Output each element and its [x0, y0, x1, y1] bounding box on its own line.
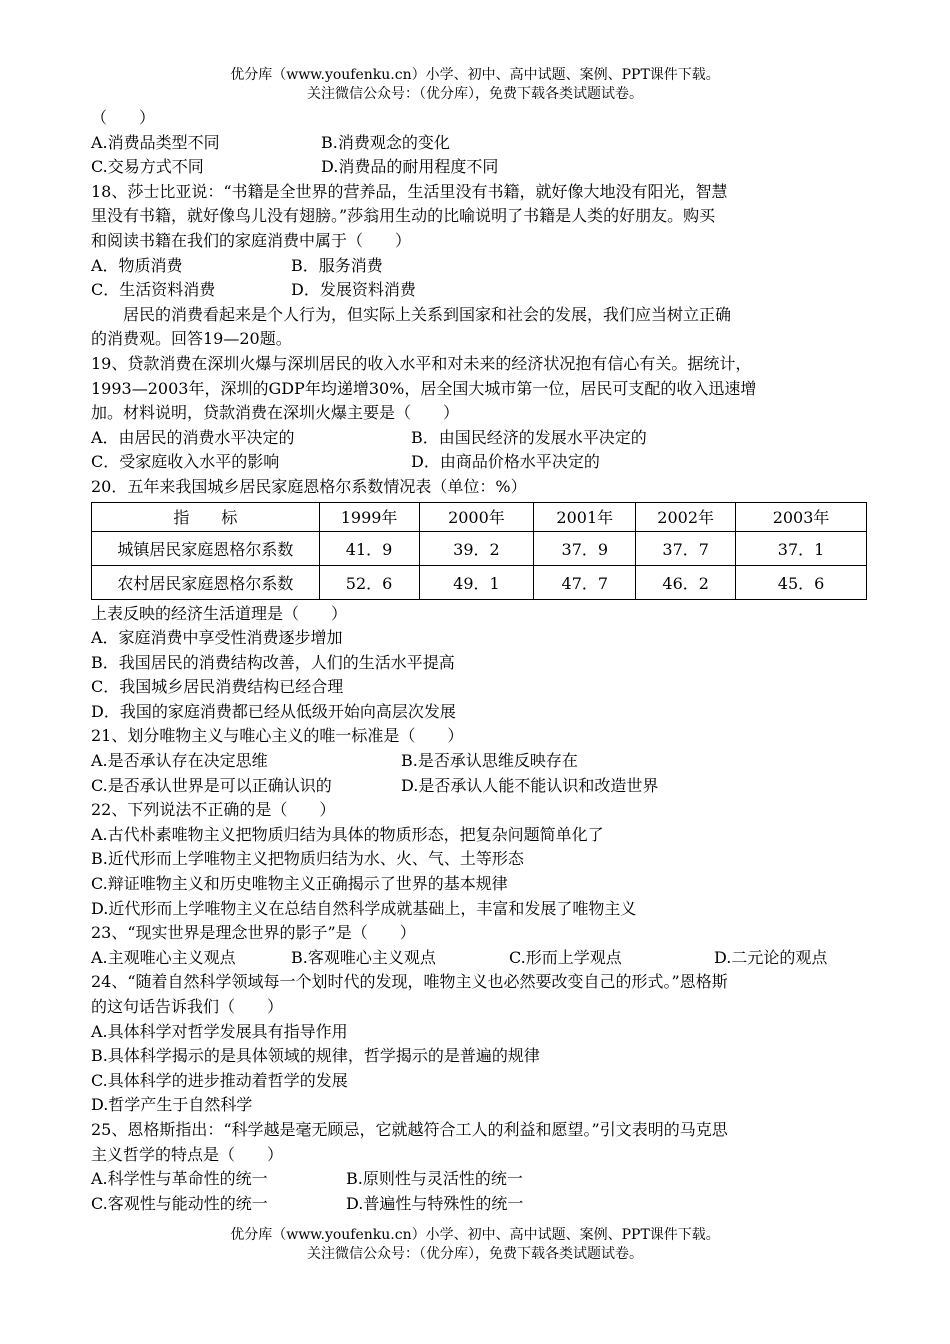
table-cell: 47．7: [534, 565, 636, 599]
q18-option-a: A．物质消费: [91, 255, 183, 275]
q24-option-d: D.哲学产生于自然科学: [91, 1095, 253, 1115]
q23-option-a: A.主观唯心主义观点: [91, 947, 236, 967]
q17-option-d: D.消费品的耐用程度不同: [321, 157, 499, 177]
q19-option-d: D．由商品价格水平决定的: [411, 452, 600, 472]
q19-options-row-1: [91, 426, 867, 451]
table-cell: 37．1: [736, 531, 867, 565]
table-header-cell: 1999年: [319, 502, 419, 531]
q19-option-a: A．由居民的消费水平决定的: [91, 427, 295, 447]
q17-option-b: B.消费观念的变化: [321, 132, 450, 152]
q17-options-row-1: [91, 131, 867, 156]
q25-option-d: D.普遍性与特殊性的统一: [346, 1193, 524, 1213]
q25-stem-line-1: 25、恩格斯指出：“科学越是毫无顾忌，它就越符合工人的利益和愿望。”引文表明的马克思: [91, 1119, 728, 1139]
table-cell: 37．9: [534, 531, 636, 565]
q17-options-row-2: [91, 155, 867, 180]
intro-line-1: 居民的消费看起来是个人行为，但实际上关系到国家和社会的发展，我们应当树立正确: [123, 304, 732, 324]
table-cell: 农村居民家庭恩格尔系数: [92, 565, 320, 599]
q21-options-row-2: [91, 774, 867, 799]
q20-question: 上表反映的经济生活道理是（ ）: [91, 603, 348, 623]
q18-options-row-2: [91, 278, 867, 303]
q17-option-c: C.交易方式不同: [91, 157, 204, 177]
q18-option-c: C．生活资料消费: [91, 280, 216, 300]
q19-stem-line-2: 1993—2003年，深圳的GDP年均递增30%，居全国大城市第一位，居民可支配的收入迅速增: [91, 378, 757, 398]
q24-option-c: C.具体科学的进步推动着哲学的发展: [91, 1070, 348, 1090]
table-cell: 49．1: [419, 565, 534, 599]
q21-options-row-1: [91, 749, 867, 774]
q20-option-b: B．我国居民的消费结构改善，人们的生活水平提高: [91, 652, 455, 672]
table-cell: 城镇居民家庭恩格尔系数: [92, 531, 320, 565]
table-cell: 46．2: [636, 565, 736, 599]
page-header: [0, 66, 950, 104]
q18-stem-line-2: 里没有书籍，就好像鸟儿没有翅膀。”莎翁用生动的比喻说明了书籍是人类的好朋友。购买: [91, 206, 716, 226]
q17-option-a: A.消费品类型不同: [91, 132, 220, 152]
q20-option-d: D．我国的家庭消费都已经从低级开始向高层次发展: [91, 701, 456, 721]
intro-line-2: 的消费观。回答19—20题。: [91, 329, 292, 349]
q25-stem-line-2: 主义哲学的特点是（ ）: [91, 1144, 284, 1164]
q18-stem-line-3: 和阅读书籍在我们的家庭消费中属于（ ）: [91, 230, 412, 250]
q24-stem-line-2: 的这句话告诉我们（ ）: [91, 997, 284, 1016]
table-header-cell: 2003年: [736, 502, 867, 531]
table-cell: 41．9: [319, 531, 419, 565]
q23-option-d: D.二元论的观点: [714, 947, 828, 967]
q22-stem: 22、下列说法不正确的是（ ）: [91, 800, 336, 820]
q25-options-row-2: [91, 1192, 867, 1217]
q21-option-d: D.是否承认人能不能认识和改造世界: [401, 775, 659, 795]
q25-option-a: A.科学性与革命性的统一: [91, 1169, 268, 1189]
q20-option-c: C．我国城乡居民消费结构已经合理: [91, 677, 344, 697]
q23-option-c: C.形而上学观点: [509, 947, 622, 967]
header-line-1: 优分库（www.youfenku.cn）小学、初中、高中试题、案例、PPT课件下载。: [230, 67, 720, 83]
q24-option-b: B.具体科学揭示的是具体领域的规律，哲学揭示的是普遍的规律: [91, 1046, 540, 1066]
q23-option-b: B.客观唯心主义观点: [291, 947, 436, 967]
q25-option-c: C.客观性与能动性的统一: [91, 1193, 268, 1213]
q24-stem-line-1: 24、“随着自然科学领域每一个划时代的发现，唯物主义也必然要改变自己的形式。”恩格斯: [91, 972, 728, 992]
q21-stem: 21、划分唯物主义与唯心主义的唯一标准是（ ）: [91, 726, 464, 746]
table-row-urban: [92, 531, 867, 565]
q18-options-row-1: [91, 254, 867, 279]
q18-option-d: D．发展资料消费: [291, 280, 416, 300]
q19-stem-line-1: 19、贷款消费在深圳火爆与深圳居民的收入水平和对未来的经济状况抱有信心有关。据统计，: [91, 353, 752, 373]
q19-option-b: B．由国民经济的发展水平决定的: [411, 427, 647, 447]
q25-option-b: B.原则性与灵活性的统一: [346, 1169, 523, 1189]
table-header-cell: 2002年: [636, 502, 736, 531]
q23-options-row: [91, 946, 867, 971]
table-cell: 37．7: [636, 531, 736, 565]
table-cell: 39．2: [419, 531, 534, 565]
table-row-rural: [92, 565, 867, 599]
q18-stem-line-1: 18、莎士比亚说：“书籍是全世界的营养品，生活里没有书籍，就好像大地没有阳光，智慧: [91, 181, 728, 201]
page-footer: [0, 1226, 950, 1264]
footer-line-1: 优分库（www.youfenku.cn）小学、初中、高中试题、案例、PPT课件下载。: [230, 1227, 720, 1243]
q20-title: 20．五年来我国城乡居民家庭恩格尔系数情况表（单位：%）: [91, 476, 527, 496]
header-line-2: 关注微信公众号：（优分库），免费下载各类试题试卷。: [307, 86, 643, 102]
q21-option-b: B.是否承认思维反映存在: [401, 751, 578, 771]
q19-stem-line-3: 加。材料说明，贷款消费在深圳火爆主要是（ ）: [91, 403, 460, 423]
q22-option-c: C.辩证唯物主义和历史唯物主义正确揭示了世界的基本规律: [91, 874, 508, 894]
exam-content: [91, 106, 867, 1216]
q22-option-a: A.古代朴素唯物主义把物质归结为具体的物质形态，把复杂问题简单化了: [91, 824, 604, 844]
q25-options-row-1: [91, 1167, 867, 1192]
q22-option-d: D.近代形而上学唯物主义在总结自然科学成就基础上，丰富和发展了唯物主义: [91, 898, 637, 918]
table-header-cell: 2001年: [534, 502, 636, 531]
q23-stem: 23、“现实世界是理念世界的影子”是（ ）: [91, 923, 416, 943]
q17-bracket: （ ）: [91, 108, 156, 127]
table-header-cell: 2000年: [419, 502, 534, 531]
q21-option-a: A.是否承认存在决定思维: [91, 751, 268, 771]
q19-options-row-2: [91, 450, 867, 475]
engel-coefficient-table: [91, 502, 867, 600]
q22-option-b: B.近代形而上学唯物主义把物质归结为水、火、气、土等形态: [91, 849, 524, 869]
table-cell: 45．6: [736, 565, 867, 599]
q20-option-a: A．家庭消费中享受性消费逐步增加: [91, 628, 343, 648]
q24-option-a: A.具体科学对哲学发展具有指导作用: [91, 1021, 348, 1041]
q21-option-c: C.是否承认世界是可以正确认识的: [91, 775, 332, 795]
q19-option-c: C．受家庭收入水平的影响: [91, 452, 280, 472]
footer-line-2: 关注微信公众号：（优分库），免费下载各类试题试卷。: [307, 1246, 643, 1262]
table-cell: 52．6: [319, 565, 419, 599]
q18-option-b: B．服务消费: [291, 255, 383, 275]
table-header-row: [92, 502, 867, 531]
table-header-cell: 指 标: [92, 502, 320, 531]
